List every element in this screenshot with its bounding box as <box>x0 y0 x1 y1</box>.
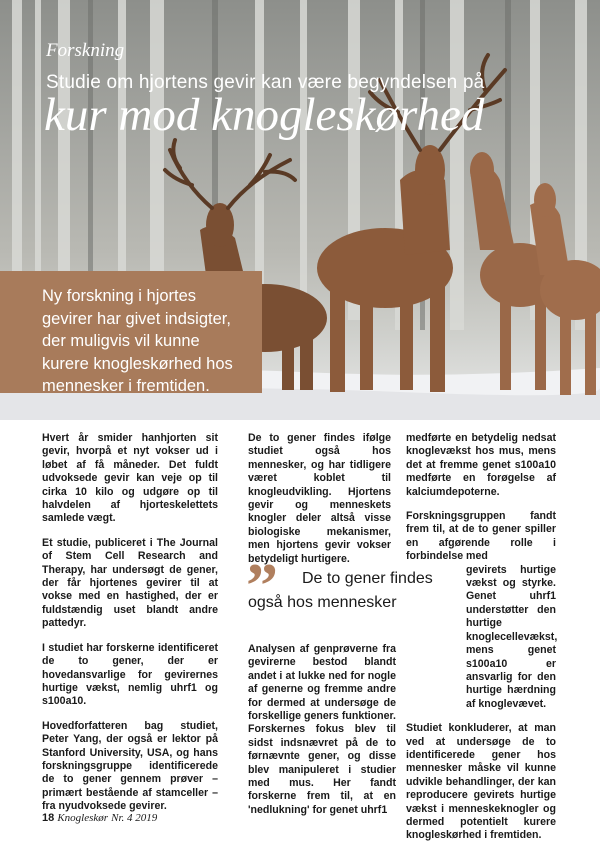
magazine-name: Knogleskør <box>57 812 109 824</box>
article-subtitle: Studie om hjortens gevir kan være begyndelsen på <box>46 72 485 93</box>
paragraph: De to gener findes ifølge studiet også hos mennesker, og har tidligere været koblet til knogleudvikling. Hjortens gevir og menneskets knogler deler altså visse biologiske mekanismer, men hjortens gevir vokser betydeligt hurtigere. <box>248 432 391 565</box>
issue-label: Nr. 4 2019 <box>111 812 158 824</box>
paragraph: gevirets hurtige vækst og styrke. Genet uhrf1 understøtter den hurtige knoglecellevækst, mens genet s100a10 er ansvarlig for den hurtige hærdning af knoglevævet. <box>466 563 558 710</box>
paragraph: Analysen af genprøverne fra gevirerne bestod blandt andet i at lukke ned for nogle af generne og fremme andre for dermed at undersøge de forskellige geners funktioner. Forskernes fokus blev til sidst indsnævret på de to førnævnte gener, og disse blev manipuleret i studier med mus. Her fandt forskerne frem til, at en 'nedlukning' for genet uhrf1 <box>248 643 396 816</box>
lead-text: Ny forskning i hjortes gevirer har givet indsigter, der muligvis vil kunne kurere knogleskørhed hos mennesker i fremtiden. <box>42 287 233 395</box>
paragraph: Forskningsgruppen fandt frem til, at de to gener spiller en afgørende rolle i forbindelse med <box>406 510 556 563</box>
page-number: 18 <box>42 812 55 824</box>
article-title: kur mod knogleskørhed <box>44 89 485 141</box>
paragraph: Et studie, publiceret i The Journal of Stem Cell Research and Therapy, har undersøgt de gener, der får hjortenes gevirer til at vokse med en hastighed, der er fuldstændig uset blandt andre pattedyr. <box>42 536 218 630</box>
paragraph: Hovedforfatteren bag studiet, Peter Yang, der også er lektor på Stanford University, USA, og hans forskningsgruppe identificerede de to gener gennem prøver – primært bestående af stamceller – fra nyudvoksede gevirer. <box>42 719 218 813</box>
column-2-bottom <box>248 643 396 817</box>
pull-quote-line-1: De to gener findes <box>302 570 433 587</box>
lead-box <box>0 271 262 393</box>
paragraph: Hvert år smider hanhjorten sit gevir, hvorpå et nyt vokser ud i løbet af få måneder. Det fuldt udvoksede gevir kan veje op til cirka 10 kilo og udgøre op til halvdelen af hjorteskelettets samlede vægt. <box>42 432 218 525</box>
paragraph: I studiet har forskerne identificeret de to gener, der er hovedansvarlige for gevirernes hurtige vækst, nemlig uhrf1 og s100a10. <box>42 641 218 708</box>
column-1 <box>42 432 218 825</box>
pull-quote-line-2: også hos mennesker <box>248 594 397 611</box>
paragraph: Studiet konkluderer, at man ved at undersøge de to identificerede gener hos mennesker måske vil kunne udvikle behandlinger, der kan reproducere gevirets hurtige vækst i menneskeknogler og dermed potentielt kurere knogleskørhed i fremtiden. <box>406 722 556 842</box>
page-footer <box>42 812 157 824</box>
section-label: Forskning <box>46 40 125 61</box>
paragraph: medførte en betydelig nedsat knoglevækst hos mus, mens det at fremme genet s100a10 medførte en forøgelse af kalciumdepoterne. <box>406 432 556 498</box>
column-3 <box>406 432 556 854</box>
quote-mark-icon: ” <box>246 550 278 621</box>
